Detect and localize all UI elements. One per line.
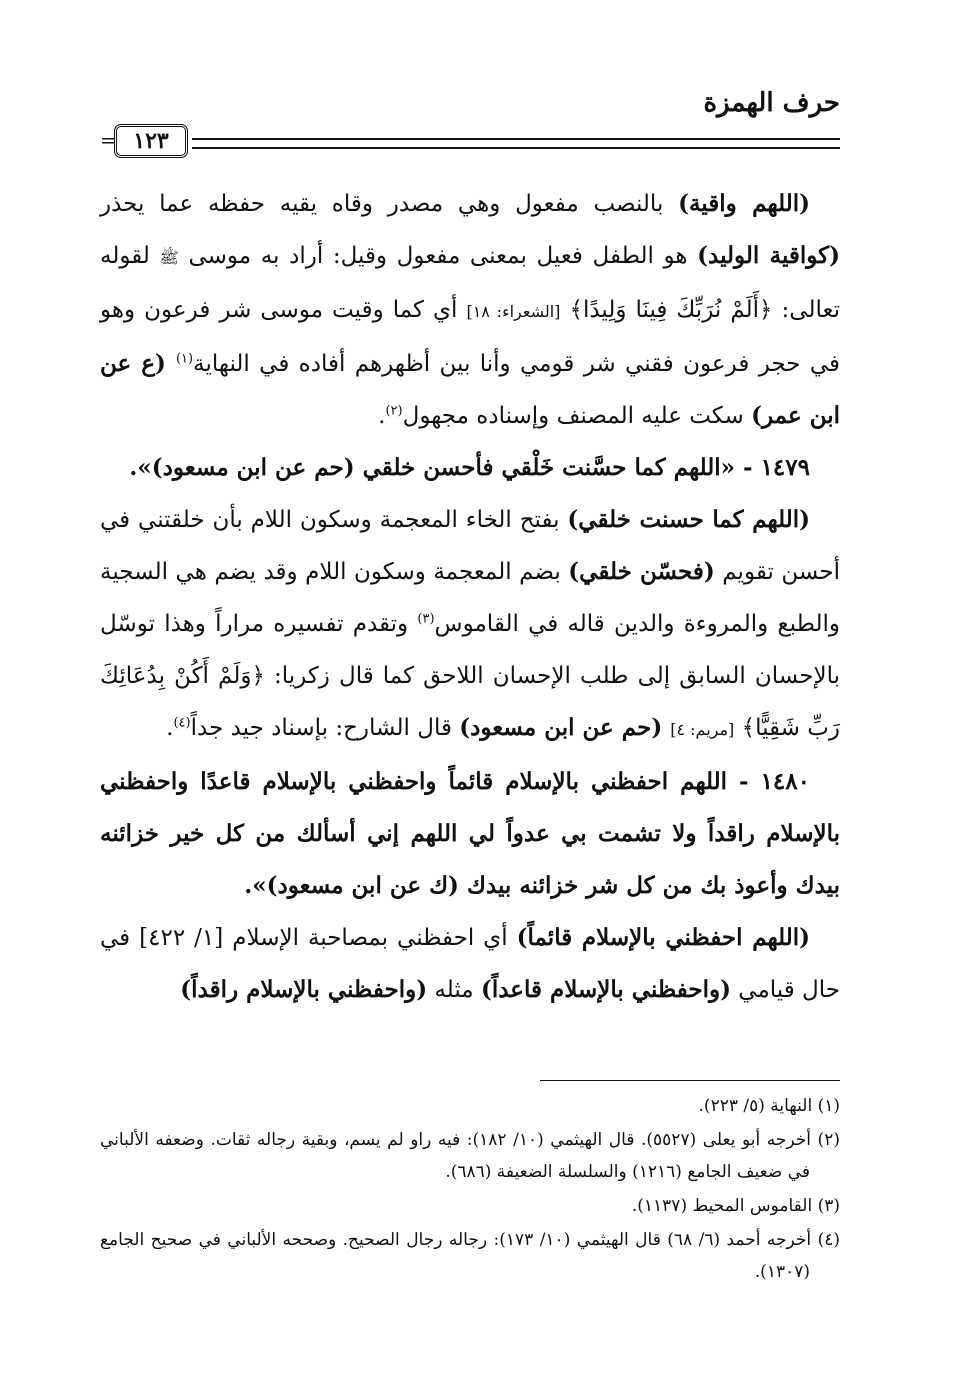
- source-citation: (ع عن ابن عمر): [100, 350, 840, 429]
- header-edge-mark: =: [100, 128, 117, 152]
- footnotes: [100, 1090, 840, 1290]
- quoted-term: (اللهم كما حسنت خلقي): [567, 506, 810, 533]
- hadith-1480: ١٤٨٠ - اللهم احفظني بالإسلام قائماً واحفظني بالإسلام قاعدًا واحفظني بالإسلام راقداً ولا تشمت بي عدواً لي اللهم إني أسألك من كل خير خزائنه بيدك وأعوذ بك من كل شر خزائنه بيدك (ك عن ابن مسعود)».: [100, 768, 840, 899]
- verse-reference: [الشعراء: ١٨]: [466, 302, 561, 321]
- main-text: [100, 178, 840, 1016]
- commentary-text: بالنصب مفعول وهي مصدر وقاه يقيه حفظه عما يحذر: [100, 191, 679, 217]
- commentary-text: هو الطفل فعيل بمعنى مفعول وقيل: أراد به موسى: [178, 243, 698, 269]
- quoted-term: (اللهم احفظني بالإسلام قائماً): [516, 924, 811, 951]
- footnote-3: (٣) القاموس المحيط (١١٣٧).: [631, 1196, 840, 1216]
- page-number-frame: [114, 124, 188, 158]
- commentary-text: بفتح الخاء المعجمة وسكون اللام بأن خلقتني في أحسن تقويم: [100, 507, 840, 585]
- quoted-term: (واحفظني بالإسلام قاعداً): [480, 976, 731, 1003]
- footnote-separator: [540, 1080, 840, 1081]
- commentary-paragraph-2: [100, 494, 840, 756]
- quoted-term: (فحسّن خلقي): [568, 558, 715, 585]
- commentary-text: وتقدم تفسيره مراراً وهذا توسّل بالإحسان السابق إلى طلب الإحسان اللاحق كما قال زكريا: ﴿وَلَمْ أَكُنْ بِدُعَائِكَ رَبِّ شَقِيًّا﴾: [100, 611, 840, 741]
- chapter-title: حرف الهمزة: [703, 88, 840, 118]
- footnote-ref-3: (٣): [417, 611, 435, 627]
- header-double-rule: [192, 138, 840, 149]
- header-rule-area: [100, 124, 840, 164]
- page-header: [100, 80, 840, 170]
- commentary-text: قال الشارح: بإسناد جيد جداً: [190, 715, 460, 741]
- hadith-1479: ١٤٧٩ - «اللهم كما حسَّنت خَلْقي فأحسن خلقي (حم عن ابن مسعود)».: [129, 454, 810, 481]
- footnote-1: (١) النهاية (٥/ ٢٢٣).: [698, 1096, 840, 1116]
- commentary-text: أي احفظني بمصاحبة الإسلام [١/ ٤٢٢] في حال قيامي: [100, 925, 840, 1003]
- commentary-text: أي كما وقيت موسى شر فرعون وهو في حجر فرعون فقني شر قومي وأنا بين أظهرهم أفاده في النهاية: [100, 297, 840, 377]
- commentary-text: بضم المعجمة وسكون اللام وقد يضم هي السجية والطبع والمروءة والدين قاله في القاموس: [100, 559, 840, 637]
- quoted-term: (واحفظني بالإسلام راقداً): [180, 976, 428, 1003]
- source-citation: (حم عن ابن مسعود): [459, 714, 671, 741]
- commentary-text: .: [166, 715, 174, 741]
- quoted-term: (اللهم واقية): [678, 190, 810, 217]
- footnote-4: (٤) أخرجه أحمد (٦/ ٦٨) قال الهيثمي (١٠/ ١٧٣): رجاله رجال الصحيح. وصححه الألباني في صحيح الجامع (١٣٠٧).: [100, 1230, 840, 1282]
- quoted-term: (كواقية الوليد): [697, 242, 840, 269]
- footnote-ref-2: (٢): [385, 403, 403, 419]
- footnote-2: (٢) أخرجه أبو يعلى (٥٥٢٧). قال الهيثمي (١٠/ ١٨٢): فيه راو لم يسم، وبقية رجاله ثقات. وضعفه الألباني في ضعيف الجامع (١٢١٦) والسلسلة الضعيفة (٦٨٦).: [100, 1130, 840, 1182]
- commentary-text: لقوله تعالى: ﴿أَلَمْ نُرَبِّكَ فِينَا وَلِيدًا﴾: [100, 243, 840, 323]
- page: [100, 80, 840, 1340]
- commentary-text: سكت عليه المصنف وإسناده مجهول: [402, 403, 752, 429]
- commentary-text: .: [378, 403, 386, 429]
- commentary-text: مثله: [427, 977, 481, 1003]
- commentary-paragraph-3: [100, 912, 840, 1016]
- footnote-ref-1: (١): [175, 351, 194, 367]
- honorific-mark: ﷺ: [159, 248, 179, 267]
- footnote-ref-4: (٤): [173, 715, 191, 731]
- commentary-paragraph-1: [100, 178, 840, 442]
- page-number: ١٢٣: [133, 128, 169, 154]
- verse-reference: [مريم: ٤]: [670, 720, 735, 739]
